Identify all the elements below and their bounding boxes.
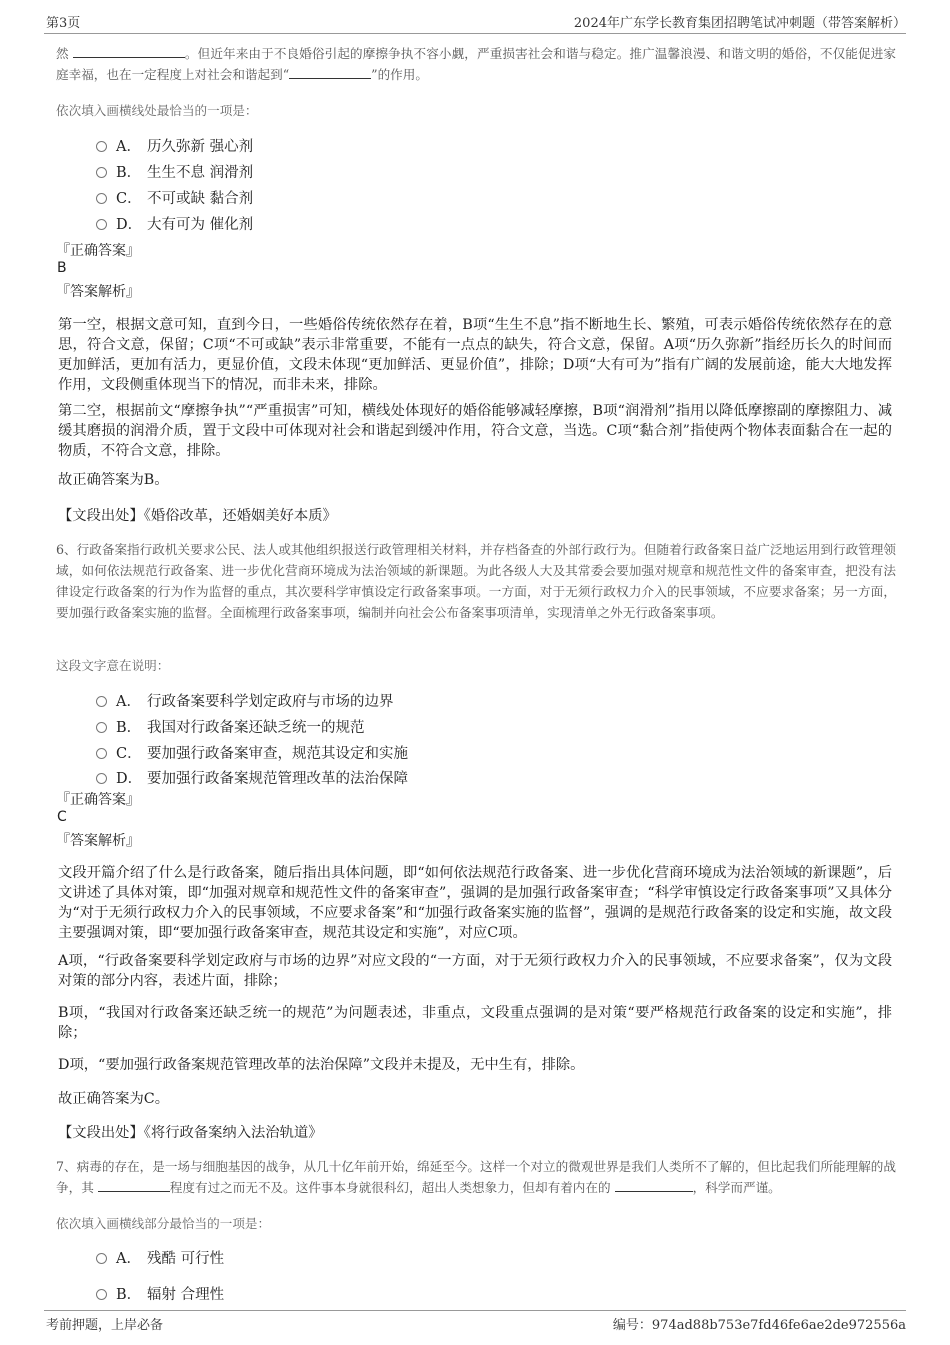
blank-line [289,66,371,79]
q5-option-d[interactable]: D． 大有可为 催化剂 [96,213,253,234]
blank-line [73,45,185,58]
radio-icon[interactable] [96,167,107,178]
radio-icon[interactable] [96,1289,107,1300]
radio-icon[interactable] [96,1253,107,1264]
q7-stem-part3: ，科学而严谨。 [692,1180,781,1195]
q7-option-b[interactable]: B． 辐射 合理性 [96,1283,224,1304]
q7-prompt: 依次填入画横线部分最恰当的一项是： [56,1216,271,1231]
q6-stem: 6、行政备案指行政机关要求公民、法人或其他组织报送行政管理相关材料，并存档备查的外部行政行为。但随着行政备案日益广泛地运用到行政管理领域，如何依法规范行政备案、进一步优化营商环境成为法治领域的新课题。为此各级人大及其常委会要加强对规章和规范性文件的备案审查，把没有法律设定行政备案的行为作为监督的重点，其次要科学审慎设定行政备案事项。一方面，对于无须行政权力介入的民事领域，不应要求备案；另一方面，要加强行政备案实施的监督。全面梳理行政备案事项，编制并向社会公布备案事项清单，实现清单之外无行政备案事项。 [56,542,896,620]
document-title: 2024年广东学长教育集团招聘笔试冲刺题（带答案解析） [573,16,906,31]
radio-icon[interactable] [96,696,107,707]
q6-conclusion: 故正确答案为C。 [58,1091,170,1107]
q5-stem-part2: 。但近年来由于不良婚俗引起的摩擦争执不容小觑，严重损害社会和谐与稳定。推广温馨浪漫、和谐文明的婚俗，不仅能促进家庭幸福，也在一定程度上对社会和谐起到“ [56,46,896,82]
q5-option-c[interactable]: C． 不可或缺 黏合剂 [96,187,253,208]
q5-prompt: 依次填入画横线处最恰当的一项是： [56,103,258,118]
radio-icon[interactable] [96,193,107,204]
q6-prompt: 这段文字意在说明： [56,658,170,673]
q5-analysis-para-2: 第二空，根据前文“摩擦争执”“严重损害”可知，横线处体现好的婚俗能够减轻摩擦，B项“润滑剂”指用以降低摩擦副的摩擦阻力、减缓其磨损的润滑介质，置于文段中可体现对社会和谐起到缓冲作用，符合文意，当选。C项“黏合剂”指使两个物体表面黏合在一起的物质，不符合文意，排除。 [58,403,892,459]
q6-analysis-para-3: B项，“我国对行政备案还缺乏统一的规范”为问题表述，非重点，文段重点强调的是对策“要严格规范行政备案的设定和实施”，排除； [58,1005,892,1041]
q7-stem [56,1156,896,1198]
radio-icon[interactable] [96,722,107,733]
q7-stem-part1: 7、病毒的存在，是一场与细胞基因的战争，从几十亿年前开始，绵延至今。这样一个对立的微观世界是我们人类所不了解的，但比起我们所能理解的战争，其 [56,1159,896,1195]
q6-option-a[interactable]: A． 行政备案要科学划定政府与市场的边界 [96,690,394,711]
q5-answer-label: 『正确答案』 [56,243,140,259]
q6-analysis-para-4: D项，“要加强行政备案规范管理改革的法治保障”文段并未提及，无中生有，排除。 [58,1057,585,1073]
q6-analysis-para-1: 文段开篇介绍了什么是行政备案，随后指出具体问题，即“如何依法规范行政备案、进一步优化营商环境成为法治领域的新课题”，后文讲述了具体对策，即“加强对规章和规范性文件的备案审查”，强调的是加强行政备案审查；“科学审慎设定行政备案事项”又具体分为“对于无须行政权力介入的民事领域，不应要求备案”和“加强行政备案实施的监督”，强调的是规范行政备案的设定和实施，故文段主要强调对策，即“要加强行政备案审查，规范其设定和实施”，对应C项。 [58,865,892,941]
q6-analysis-label: 『答案解析』 [56,833,140,849]
q5-analysis-label: 『答案解析』 [56,284,140,300]
q6-answer: C [57,809,67,825]
q5-stem [56,43,896,85]
radio-icon[interactable] [96,773,107,784]
blank-line [615,1179,693,1192]
document-code: 编号：974ad88b753e7fd46fe6ae2de972556a [612,1318,906,1333]
q5-option-b[interactable]: B． 生生不息 润滑剂 [96,161,253,182]
q5-analysis-para-1: 第一空，根据文意可知，直到今日，一些婚俗传统依然存在着，B项“生生不息”指不断地生长、繁殖，可表示婚俗传统依然存在的意思，符合文意，保留；C项“不可或缺”表示非常重要，不能有一点点的缺失，符合文意，保留。A项“历久弥新”指经历长久的时间而更加鲜活，更加有活力，更显价值，文段未体现“更加鲜活、更显价值”，排除；D项“大有可为”指有广阔的发展前途，能大大地发挥作用，文段侧重体现当下的情况，而非未来，排除。 [58,317,892,393]
footer-slogan: 考前押题，上岸必备 [46,1318,164,1333]
q6-answer-label: 『正确答案』 [56,792,140,808]
radio-icon[interactable] [96,141,107,152]
q5-stem-part3: ”的作用。 [371,67,428,82]
q5-source: 【文段出处】《婚俗改革，还婚姻美好本质》 [58,508,337,524]
footer-divider [44,1310,906,1311]
q5-conclusion: 故正确答案为B。 [58,472,169,488]
q6-option-c[interactable]: C． 要加强行政备案审查，规范其设定和实施 [96,742,408,763]
page-number: 第3页 [46,16,81,31]
q5-answer: B [57,260,67,276]
q5-option-a[interactable]: A． 历久弥新 强心剂 [96,135,253,156]
header-divider [44,33,906,34]
blank-line [98,1179,170,1192]
q6-analysis-para-2: A项，“行政备案要科学划定政府与市场的边界”对应文段的“一方面，对于无须行政权力介入的民事领域，不应要求备案”，仅为文段对策的部分内容，表述片面，排除； [58,953,892,989]
q7-option-a[interactable]: A． 残酷 可行性 [96,1247,224,1268]
q6-source: 【文段出处】《将行政备案纳入法治轨道》 [58,1125,323,1141]
radio-icon[interactable] [96,219,107,230]
radio-icon[interactable] [96,748,107,759]
q6-option-b[interactable]: B． 我国对行政备案还缺乏统一的规范 [96,716,365,737]
q5-stem-part1: 然 [56,46,73,61]
q6-option-d[interactable]: D． 要加强行政备案规范管理改革的法治保障 [96,767,408,788]
q7-stem-part2: 程度有过之而无不及。这件事本身就很科幻，超出人类想象力，但却有着内在的 [169,1180,615,1195]
